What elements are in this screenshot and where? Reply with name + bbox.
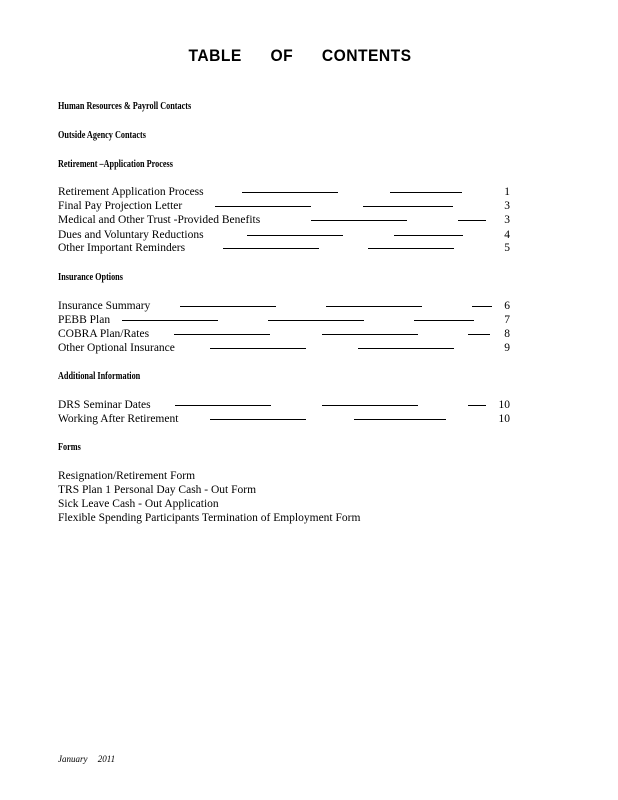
leader-line [223,248,319,249]
toc-entry [58,313,510,327]
leader-line [210,348,306,349]
toc-entry [58,213,510,227]
toc-entry [58,228,510,242]
toc-entry-page: 5 [504,242,510,254]
toc-entry-page: 10 [498,413,510,425]
form-list-item: TRS Plan 1 Personal Day Cash - Out Form [58,484,257,496]
leader-line [368,248,454,249]
footer-date: January 2011 [58,754,116,764]
section-heading-hr-payroll-contacts: Human Resources & Payroll Contacts [58,101,192,112]
form-list-item: Flexible Spending Participants Termination of Employment Form [58,512,361,524]
leader-line [247,235,343,236]
leader-line [210,419,306,420]
toc-entry [58,341,510,355]
leader-line [468,405,486,406]
toc-entry-label: Retirement Application Process [58,186,204,198]
toc-entry-label: Final Pay Projection Letter [58,200,183,212]
toc-entry-page: 3 [504,200,510,212]
leader-line [242,192,338,193]
leader-line [363,206,453,207]
section-heading-retirement-application: Retirement –Application Process [58,159,173,170]
leader-line [311,220,407,221]
toc-entry-label: Other Important Reminders [58,242,186,254]
toc-entry [58,398,510,412]
toc-entry-label: Other Optional Insurance [58,342,175,354]
section-heading-forms: Forms [58,442,81,453]
leader-line [174,334,270,335]
toc-entry [58,199,510,213]
toc-entry [58,185,510,199]
leader-line [414,320,474,321]
leader-line [472,306,492,307]
leader-line [326,306,422,307]
leader-line [322,334,418,335]
leader-line [458,220,486,221]
leader-line [215,206,311,207]
toc-entry-label: COBRA Plan/Rates [58,328,150,340]
toc-entry-page: 8 [504,328,510,340]
toc-entry-label: DRS Seminar Dates [58,399,151,411]
toc-entry [58,299,510,313]
leader-line [468,334,490,335]
toc-entry-label: Dues and Voluntary Reductions [58,229,204,241]
toc-entry-page: 3 [504,214,510,226]
form-list-item: Resignation/Retirement Form [58,470,196,482]
toc-entry-label: Insurance Summary [58,300,151,312]
toc-entry-page: 9 [504,342,510,354]
leader-line [354,419,446,420]
page-title: TABLE OF CONTENTS [188,46,412,65]
leader-line [175,405,271,406]
toc-entry [58,412,510,426]
leader-line [394,235,463,236]
toc-entry [58,327,510,341]
leader-line [358,348,454,349]
leader-line [390,192,462,193]
toc-entry-page: 7 [504,314,510,326]
form-list-item: Sick Leave Cash - Out Application [58,498,219,510]
section-heading-outside-agency-contacts: Outside Agency Contacts [58,130,146,141]
leader-line [268,320,364,321]
toc-entry-label: Working After Retirement [58,413,179,425]
toc-entry-label: Medical and Other Trust -Provided Benefits [58,214,261,226]
toc-entry [58,241,510,255]
section-heading-additional-information: Additional Information [58,371,141,382]
leader-line [180,306,276,307]
leader-line [322,405,418,406]
toc-entry-page: 6 [504,300,510,312]
toc-entry-page: 4 [504,229,510,241]
section-heading-insurance-options: Insurance Options [58,272,123,283]
leader-line [122,320,218,321]
toc-entry-label: PEBB Plan [58,314,111,326]
toc-entry-page: 1 [504,186,510,198]
toc-entry-page: 10 [498,399,510,411]
